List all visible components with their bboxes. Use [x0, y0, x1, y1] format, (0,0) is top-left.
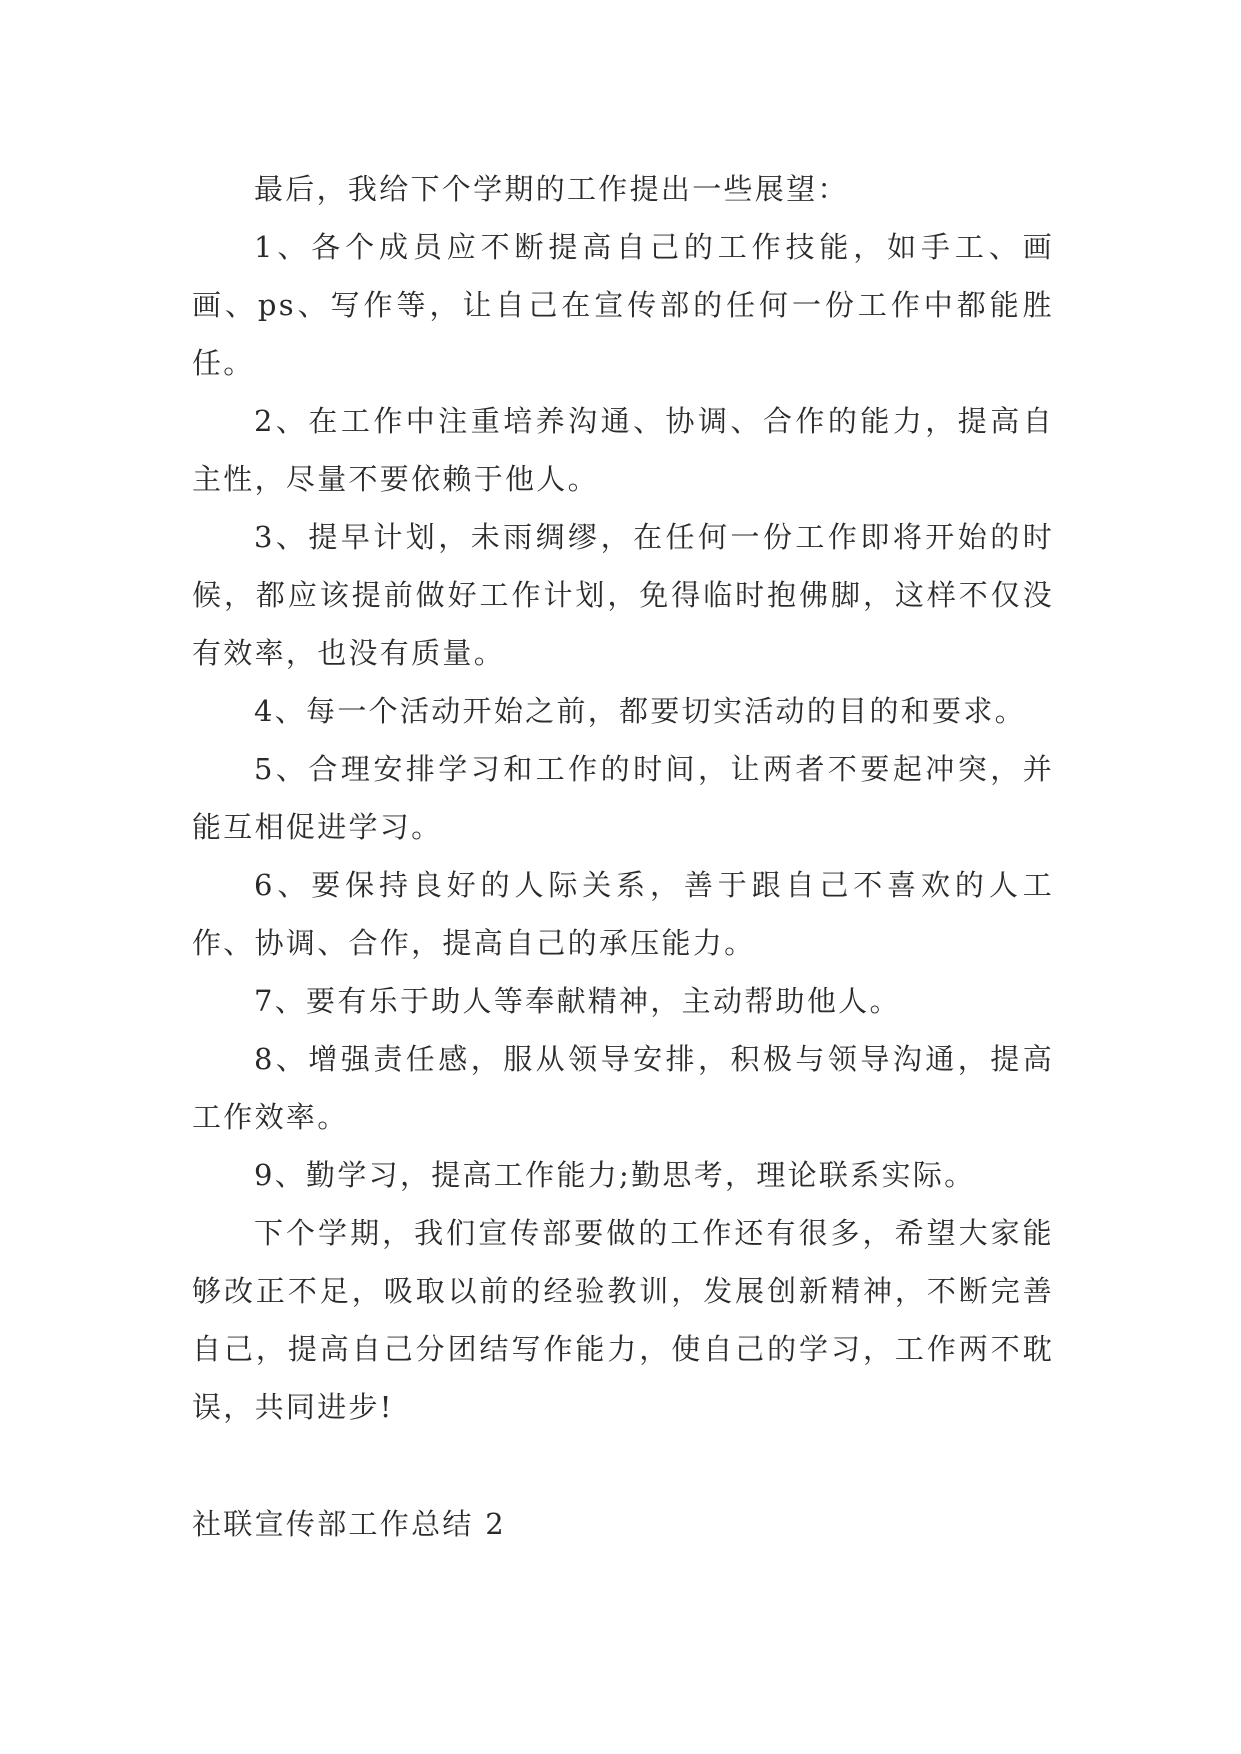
- paragraph-item-8: 8、增强责任感，服从领导安排，积极与领导沟通，提高工作效率。: [192, 1042, 1054, 1134]
- paragraph-item-1: 1、各个成员应不断提高自己的工作技能，如手工、画画、ps、写作等，让自己在宣传部的任何一份工作中都能胜任。: [192, 230, 1054, 380]
- paragraph-closing: 下个学期，我们宣传部要做的工作还有很多，希望大家能够改正不足，吸取以前的经验教训，发展创新精神，不断完善自己，提高自己分团结写作能力，使自己的学习，工作两不耽误，共同进步!: [192, 1216, 1054, 1424]
- paragraph-intro: 最后，我给下个学期的工作提出一些展望：: [254, 172, 849, 206]
- paragraph-item-5: 5、合理安排学习和工作的时间，让两者不要起冲突，并能互相促进学习。: [192, 752, 1054, 844]
- paragraph-item-3: 3、提早计划，未雨绸缪，在任何一份工作即将开始的时候，都应该提前做好工作计划，免得临时抱佛脚，这样不仅没有效率，也没有质量。: [192, 520, 1054, 670]
- paragraph-item-4: 4、每一个活动开始之前，都要切实活动的目的和要求。: [254, 694, 1026, 728]
- paragraph-item-6: 6、要保持良好的人际关系，善于跟自己不喜欢的人工作、协调、合作，提高自己的承压能力。: [192, 868, 1054, 960]
- paragraph-item-9: 9、勤学习，提高工作能力;勤思考，理论联系实际。: [254, 1158, 976, 1192]
- section-heading: 社联宣传部工作总结 2: [192, 1507, 506, 1541]
- paragraph-item-2: 2、在工作中注重培养沟通、协调、合作的能力，提高自主性，尽量不要依赖于他人。: [192, 404, 1054, 496]
- paragraph-item-7: 7、要有乐于助人等奉献精神，主动帮助他人。: [254, 984, 901, 1018]
- document-body: [192, 160, 1054, 1436]
